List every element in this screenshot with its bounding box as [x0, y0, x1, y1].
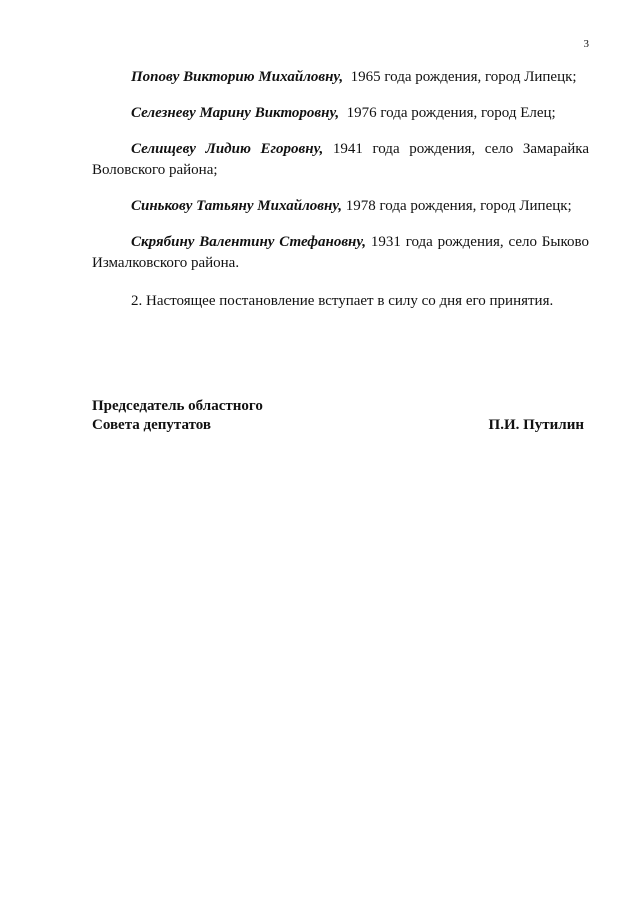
- awardee-list: [92, 67, 589, 289]
- list-item: [92, 67, 589, 88]
- signer-title-line-2: Совета депутатов: [92, 417, 211, 433]
- person-details: 1965 года рождения, город Липецк;: [350, 69, 577, 85]
- signature-block: [92, 397, 584, 435]
- person-details: 1931 года рождения, село Быково Измалковского района.: [92, 234, 590, 271]
- person-name: Синькову Татьяну Михайловну,: [131, 198, 342, 214]
- person-name: Селезневу Марину Викторовну,: [131, 105, 340, 121]
- clause-2: 2. Настоящее постановление вступает в силу со дня его принятия.: [131, 293, 554, 309]
- person-details: 1941 года рождения, село Замарайка Воловского района;: [92, 141, 589, 178]
- person-name: Попову Викторию Михайловну,: [131, 69, 344, 85]
- person-name: Селищеву Лидию Егоровну,: [131, 141, 324, 157]
- list-item: [92, 103, 589, 124]
- list-item: [92, 139, 589, 181]
- person-name: Скрябину Валентину Стефановну,: [131, 234, 367, 250]
- signer-title-line-1: Председатель областного: [92, 398, 263, 414]
- list-item: [92, 196, 589, 217]
- list-item: [92, 232, 589, 274]
- signature-row: [92, 416, 584, 435]
- page-number: 3: [583, 38, 589, 50]
- person-details: 1976 года рождения, город Елец;: [346, 105, 556, 121]
- person-details: 1978 года рождения, город Липецк;: [345, 198, 572, 214]
- signer-name: П.И. Путилин: [488, 417, 584, 433]
